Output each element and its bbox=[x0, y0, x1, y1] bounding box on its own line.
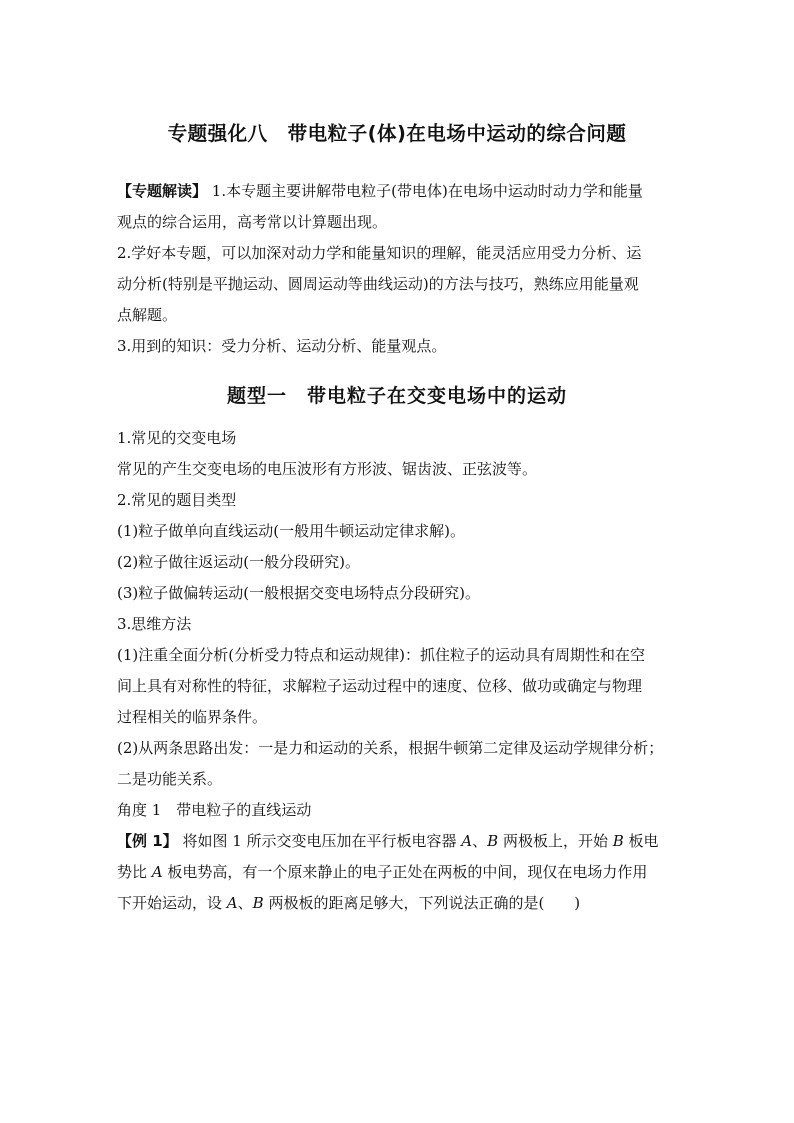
intro-line-1 bbox=[117, 181, 679, 201]
intro-p1-line-2: 观点的综合运用，高考常以计算题出现。 bbox=[117, 213, 388, 231]
text-2b: (2)粒子做往返运动(一般分段研究)。 bbox=[117, 553, 360, 571]
heading-3: 3.思维方法 bbox=[117, 615, 192, 633]
text-3a-line-1: (1)注重全面分析(分析受力特点和运动规律)：抓住粒子的运动具有周期性和在空 bbox=[117, 646, 645, 664]
text-3a-line-2: 间上具有对称性的特征，求解粒子运动过程中的速度、位移、做功或确定与物理 bbox=[117, 677, 643, 695]
intro-p2-line-2: 动分析(特别是平抛运动、圆周运动等曲线运动)的方法与技巧，熟练应用能量观 bbox=[117, 275, 639, 293]
section-title: 题型一 带电粒子在交变电场中的运动 bbox=[226, 385, 567, 407]
text-3b-line-1: (2)从两条思路出发：一是力和运动的关系，根据牛顿第二定律及运动学规律分析； bbox=[117, 739, 664, 757]
angle-heading: 角度 1 带电粒子的直线运动 bbox=[117, 801, 312, 819]
page-title: 专题强化八 带电粒子(体)在电场中运动的综合问题 bbox=[167, 122, 627, 145]
intro-p2-line-3: 点解题。 bbox=[117, 306, 178, 324]
example-line-1: 【例 1】 将如图 1 所示交变电压加在平行板电容器 A、B 两极板上，开始 B 板电 bbox=[117, 832, 659, 850]
example-line-3: 下开始运动，设 A、B 两极板的距离足够大，下列说法正确的是( ) bbox=[117, 894, 581, 912]
text-2a: (1)粒子做单向直线运动(一般用牛顿运动定律求解)。 bbox=[117, 522, 465, 540]
intro-p1-line-1: 1.本专题主要讲解带电粒子(带电体)在电场中运动时动力学和能量 bbox=[211, 182, 643, 200]
text-3a-line-3: 过程相关的临界条件。 bbox=[117, 708, 268, 726]
example-label: 【例 1】 bbox=[117, 832, 178, 850]
heading-1: 1.常见的交变电场 bbox=[117, 429, 237, 447]
intro-label: 【专题解读】 bbox=[117, 182, 208, 200]
example-line-2: 势比 A 板电势高，有一个原来静止的电子正处在两板的中间，现仅在电场力作用 bbox=[117, 863, 648, 881]
text-2c: (3)粒子做偏转运动(一般根据交变电场特点分段研究)。 bbox=[117, 584, 480, 602]
intro-p3: 3.用到的知识：受力分析、运动分析、能量观点。 bbox=[117, 337, 447, 355]
intro-p2-line-1: 2.学好本专题，可以加深对动力学和能量知识的理解，能灵活应用受力分析、运 bbox=[117, 244, 642, 262]
heading-2: 2.常见的题目类型 bbox=[117, 491, 237, 509]
text-3b-line-2: 二是功能关系。 bbox=[117, 770, 223, 788]
text-1: 常见的产生交变电场的电压波形有方形波、锯齿波、正弦波等。 bbox=[117, 460, 538, 478]
